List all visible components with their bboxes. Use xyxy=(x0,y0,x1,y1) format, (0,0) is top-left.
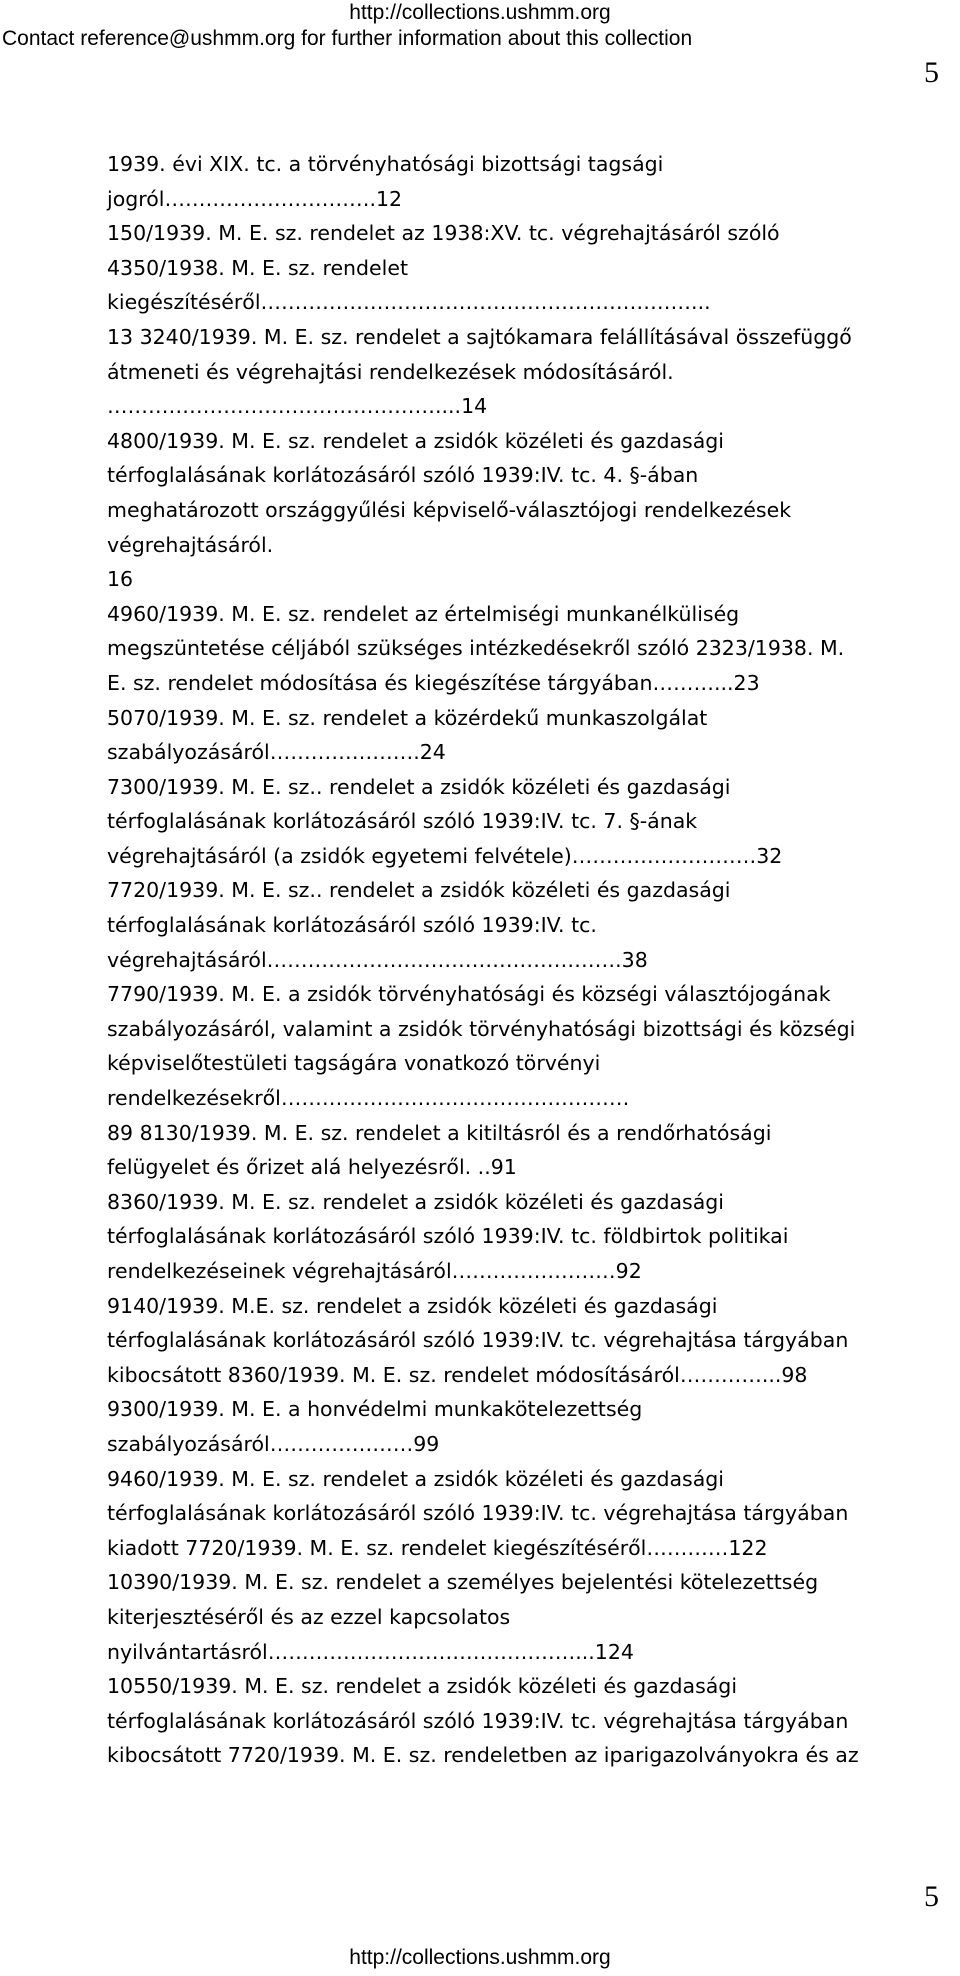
footer-url[interactable]: http://collections.ushmm.org xyxy=(349,1946,611,1969)
text-line: 4960/1939. M. E. sz. rendelet az értelmiségi munkanélküliség xyxy=(107,601,740,626)
text-line: 9300/1939. M. E. a honvédelmi munkakötelezettség xyxy=(107,1397,643,1422)
header-url[interactable]: http://collections.ushmm.org xyxy=(349,1,611,24)
text-line: kiadott 7720/1939. M. E. sz. rendelet kiegészítéséről…………122 xyxy=(107,1535,768,1560)
text-line: 16 xyxy=(107,567,134,592)
text-line: 7790/1939. M. E. a zsidók törvényhatósági és községi választójogának xyxy=(107,982,831,1007)
page-number-top: 5 xyxy=(924,56,939,89)
text-line: rendelkezésekről…………………………………………… xyxy=(107,1086,630,1111)
text-line: 10390/1939. M. E. sz. rendelet a személyes bejelentési kötelezettség xyxy=(107,1570,819,1595)
text-line: szabályozásáról………………….24 xyxy=(107,740,446,765)
text-line: 13 3240/1939. M. E. sz. rendelet a sajtókamara felállításával összefüggő xyxy=(107,324,852,349)
text-line: nyilvántartásról………………………………………...124 xyxy=(107,1639,634,1664)
text-line: 9140/1939. M.E. sz. rendelet a zsidók közéleti és gazdasági xyxy=(107,1293,718,1318)
text-line: képviselőtestületi tagságára vonatkozó törvényi xyxy=(107,1051,601,1076)
text-line: kibocsátott 7720/1939. M. E. sz. rendeletben az iparigazolványokra és az xyxy=(107,1743,859,1768)
text-line: megszüntetése céljából szükséges intézkedésekről szóló 2323/1938. M. xyxy=(107,636,845,661)
page-number-bottom: 5 xyxy=(924,1880,939,1913)
text-line: 10550/1939. M. E. sz. rendelet a zsidók közéleti és gazdasági xyxy=(107,1674,738,1699)
text-line: térfoglalásának korlátozásáról szóló 1939:IV. tc. végrehajtása tárgyában xyxy=(107,1708,849,1733)
document-body xyxy=(107,147,947,1773)
text-line: kiegészítéséről………………………………………………………... xyxy=(107,290,711,315)
text-line: kiterjesztéséről és az ezzel kapcsolatos xyxy=(107,1604,511,1629)
text-line: felügyelet és őrizet alá helyezésről. ..91 xyxy=(107,1155,517,1180)
text-line: meghatározott országgyűlési képviselő-választójogi rendelkezések xyxy=(107,497,792,522)
text-line: térfoglalásának korlátozásáról szóló 1939:IV. tc. 4. §-ában xyxy=(107,463,699,488)
text-line: 1939. évi XIX. tc. a törvényhatósági bizottsági tagsági xyxy=(107,152,664,176)
text-line: 8360/1939. M. E. sz. rendelet a zsidók közéleti és gazdasági xyxy=(107,1189,724,1214)
text-line: 5070/1939. M. E. sz. rendelet a közérdekű munkaszolgálat xyxy=(107,705,708,730)
header-contact-note: Contact reference@ushmm.org for further information about this collection xyxy=(2,27,693,50)
text-line: jogról………………………….12 xyxy=(107,186,403,211)
text-line: 150/1939. M. E. sz. rendelet az 1938:XV. tc. végrehajtásáról szóló xyxy=(107,221,780,246)
text-line: szabályozásáról, valamint a zsidók törvényhatósági bizottsági és községi xyxy=(107,1016,856,1041)
text-line: térfoglalásának korlátozásáról szóló 1939:IV. tc. xyxy=(107,913,597,938)
text-line: szabályozásáról…………………99 xyxy=(107,1431,440,1456)
text-line: térfoglalásának korlátozásáról szóló 1939:IV. tc. végrehajtása tárgyában xyxy=(107,1328,849,1353)
text-line: 7720/1939. M. E. sz.. rendelet a zsidók közéleti és gazdasági xyxy=(107,878,731,903)
text-line: 4800/1939. M. E. sz. rendelet a zsidók közéleti és gazdasági xyxy=(107,428,724,453)
text-line: 89 8130/1939. M. E. sz. rendelet a kitiltásról és a rendőrhatósági xyxy=(107,1120,772,1145)
text-line: E. sz. rendelet módosítása és kiegészítése tárgyában………...23 xyxy=(107,670,760,695)
text-line: 7300/1939. M. E. sz.. rendelet a zsidók közéleti és gazdasági xyxy=(107,774,731,799)
text-line: térfoglalásának korlátozásáról szóló 1939:IV. tc. földbirtok politikai xyxy=(107,1224,789,1249)
text-line: térfoglalásának korlátozásáról szóló 1939:IV. tc. 7. §-ának xyxy=(107,809,698,834)
text-line: 9460/1939. M. E. sz. rendelet a zsidók közéleti és gazdasági xyxy=(107,1466,724,1491)
text-line: rendelkezéseinek végrehajtásáról……………………92 xyxy=(107,1259,642,1283)
text-line: …………………………………………....14 xyxy=(107,394,488,419)
text-line: kibocsátott 8360/1939. M. E. sz. rendelet módosításáról…………...98 xyxy=(107,1362,808,1387)
text-line: 4350/1938. M. E. sz. rendelet xyxy=(107,255,409,280)
text-line: térfoglalásának korlátozásáról szóló 1939:IV. tc. végrehajtása tárgyában xyxy=(107,1501,849,1526)
text-line: végrehajtásáról (a zsidók egyetemi felvétele)………………………32 xyxy=(107,843,783,868)
text-line: végrehajtásáról…………………………………………….38 xyxy=(107,947,648,972)
text-line: átmeneti és végrehajtási rendelkezések módosításáról. xyxy=(107,359,674,384)
text-line: végrehajtásáról. xyxy=(107,532,274,557)
